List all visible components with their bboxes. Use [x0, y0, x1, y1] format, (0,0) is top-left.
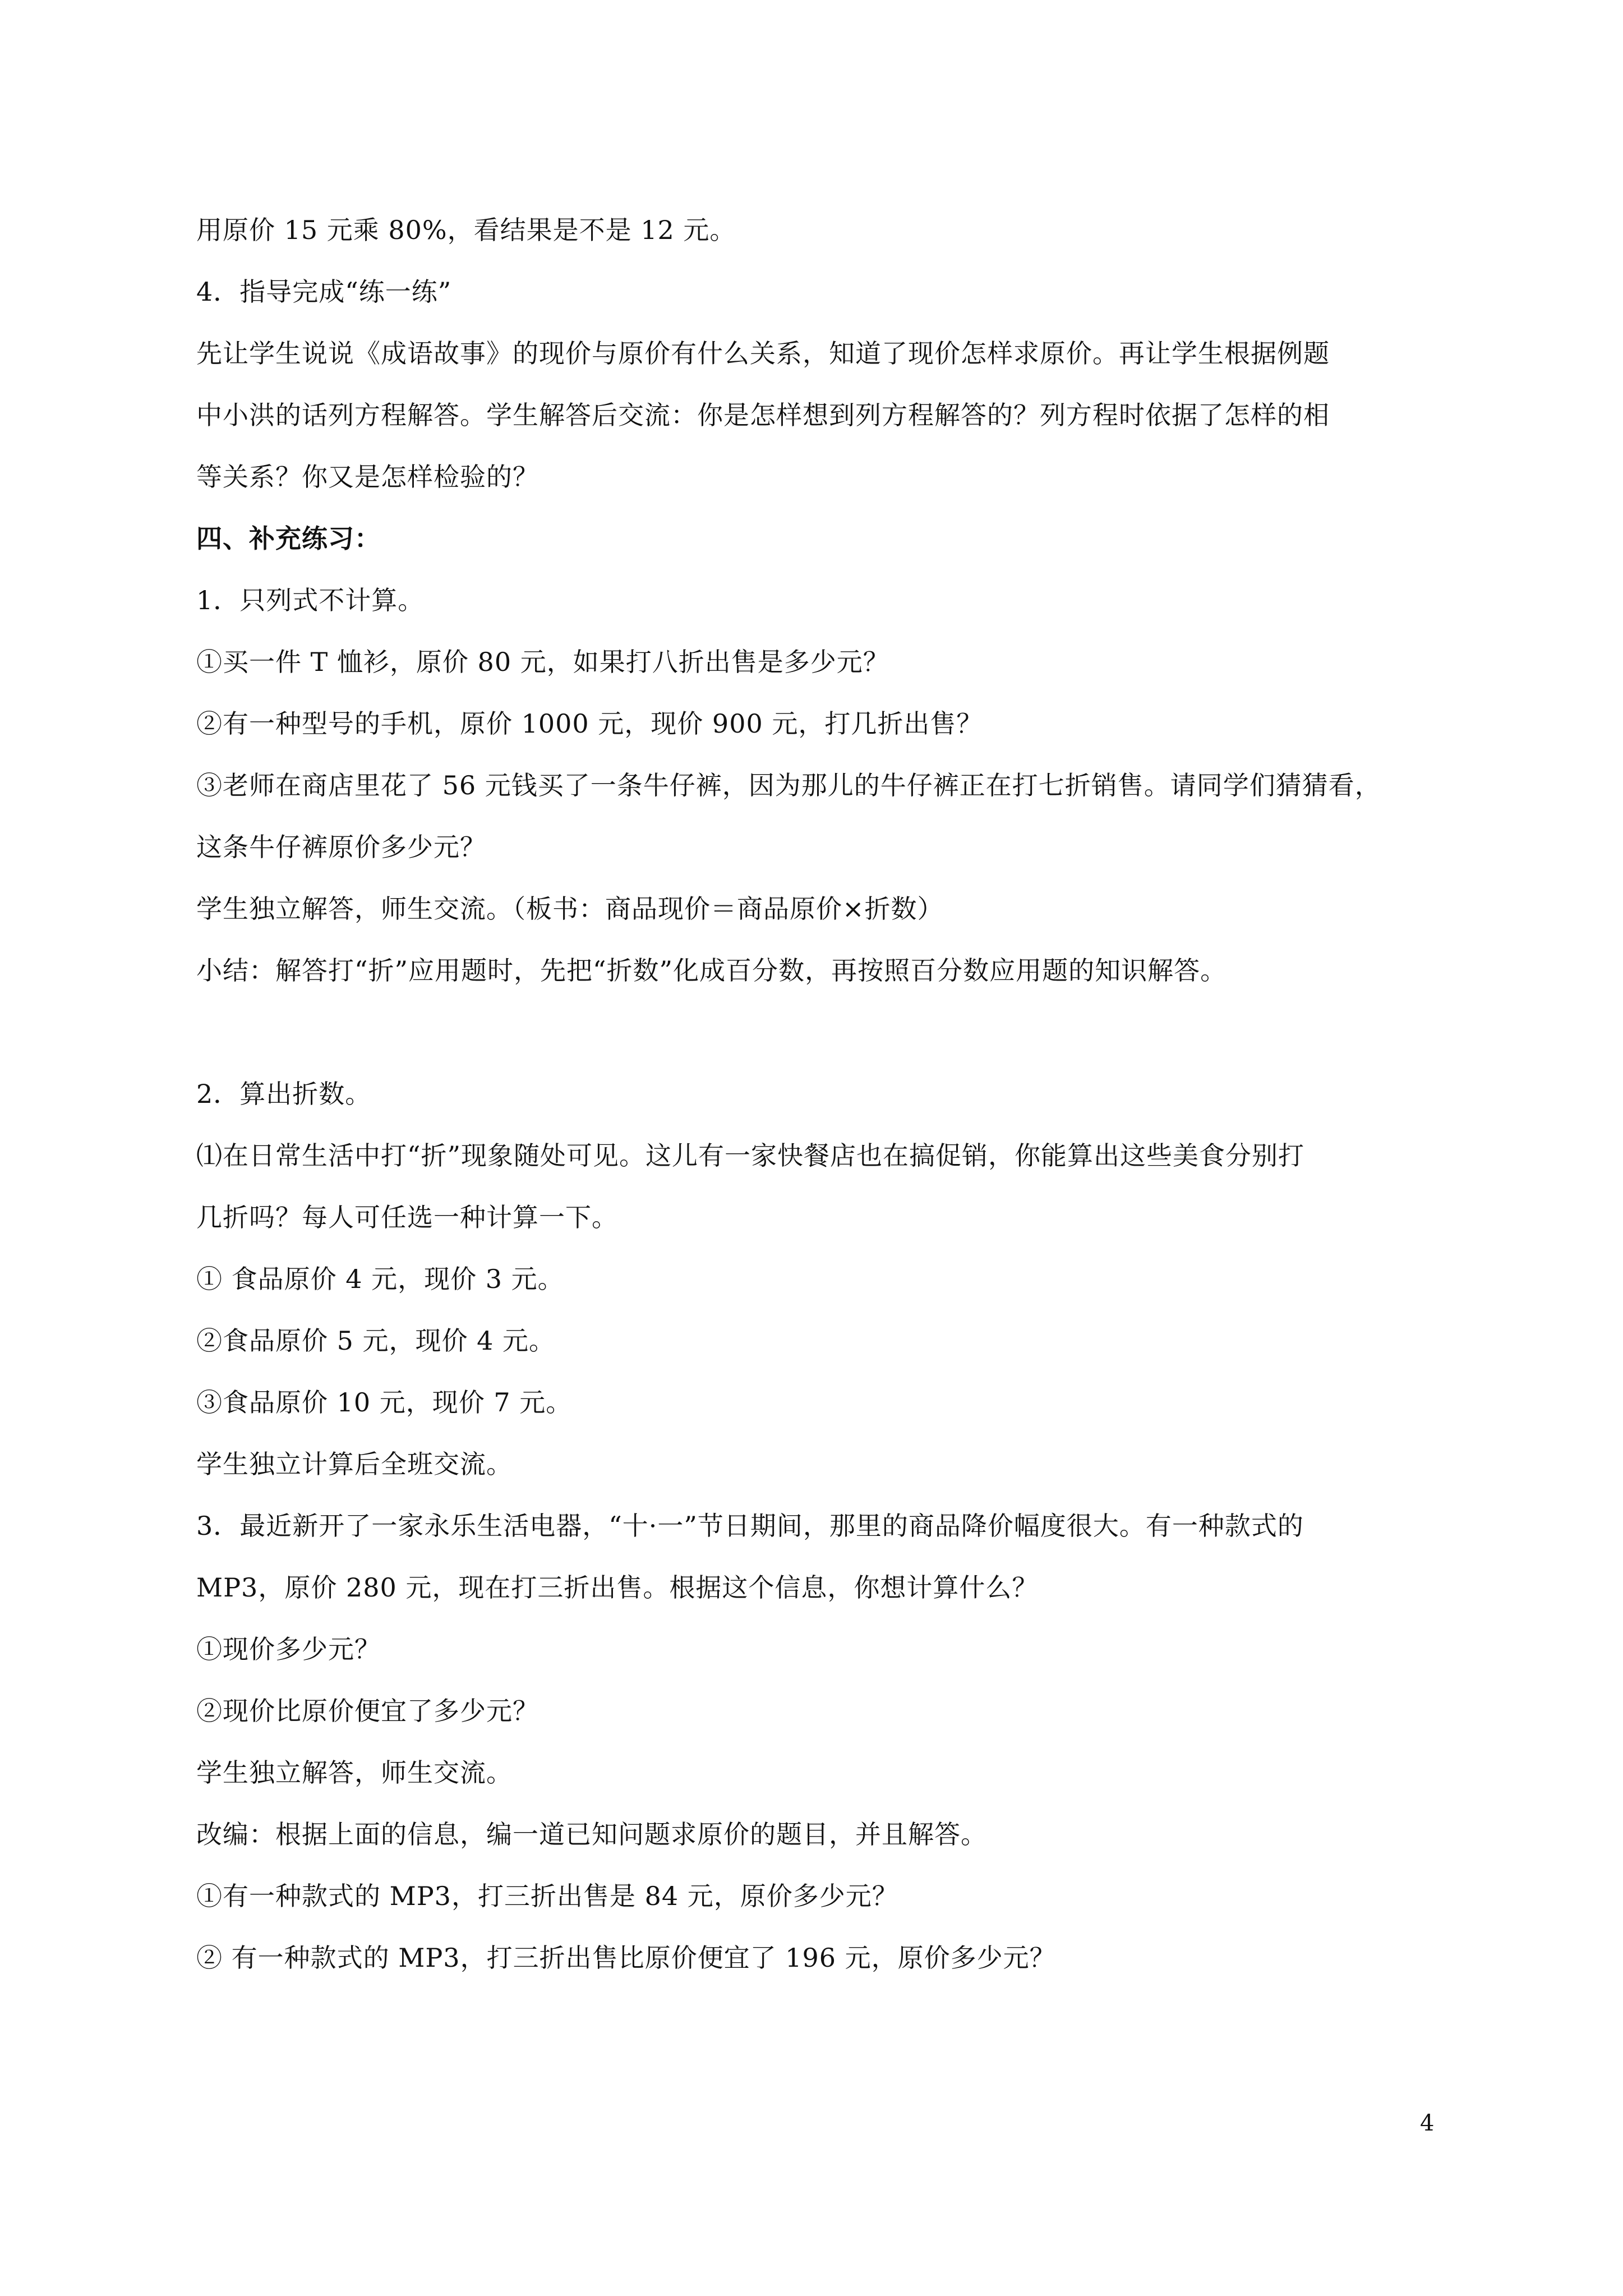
text-line: 几折吗？每人可任选一种计算一下。	[196, 1202, 618, 1232]
text-line: 用原价 15 元乘 80%，看结果是不是 12 元。	[196, 215, 736, 245]
text-line: 改编：根据上面的信息，编一道已知问题求原价的题目，并且解答。	[196, 1819, 987, 1849]
exercise-item: ③食品原价 10 元，现价 7 元。	[196, 1387, 573, 1418]
exercise-item: ① 食品原价 4 元，现价 3 元。	[196, 1264, 564, 1294]
text-line: 等关系？你又是怎样检验的？	[196, 462, 539, 492]
text-line: MP3，原价 280 元，现在打三折出售。根据这个信息，你想计算什么？	[196, 1572, 1039, 1603]
text-line: 学生独立计算后全班交流。	[196, 1449, 513, 1479]
exercise-heading-2: 2．算出折数。	[196, 1079, 372, 1109]
text-line: 这条牛仔裤原价多少元？	[196, 832, 486, 862]
section-heading: 四、补充练习：	[196, 523, 381, 554]
exercise-heading-3: 3．最近新开了一家永乐生活电器，“十·一”节日期间，那里的商品降价幅度很大。有一种款式的	[196, 1511, 1304, 1541]
exercise-item: ②有一种型号的手机，原价 1000 元，现价 900 元，打几折出售？	[196, 708, 983, 739]
exercise-item: ② 有一种款式的 MP3，打三折出售比原价便宜了 196 元，原价多少元？	[196, 1943, 1056, 1973]
section-step-4: 4．指导完成“练一练”	[196, 277, 452, 307]
text-line: 学生独立解答，师生交流。	[196, 1757, 513, 1788]
exercise-heading-1: 1．只列式不计算。	[196, 585, 425, 615]
document-body	[196, 199, 1430, 1989]
text-line: 中小洪的话列方程解答。学生解答后交流：你是怎样想到列方程解答的？列方程时依据了怎样的相	[196, 400, 1330, 430]
exercise-item: ③老师在商店里花了 56 元钱买了一条牛仔裤，因为那儿的牛仔裤正在打七折销售。请同学们猜猜看，	[196, 770, 1381, 800]
exercise-item: ①买一件 T 恤衫，原价 80 元，如果打八折出售是多少元？	[196, 647, 889, 677]
text-line: 先让学生说说《成语故事》的现价与原价有什么关系，知道了现价怎样求原价。再让学生根据例题	[196, 338, 1330, 369]
exercise-item: ①现价多少元？	[196, 1634, 381, 1664]
text-line: ⑴在日常生活中打“折”现象随处可见。这儿有一家快餐店也在搞促销，你能算出这些美食分别打	[196, 1140, 1305, 1171]
blank-line	[196, 1001, 1430, 1063]
exercise-item: ①有一种款式的 MP3，打三折出售是 84 元，原价多少元？	[196, 1881, 898, 1911]
exercise-item: ②食品原价 5 元，现价 4 元。	[196, 1326, 556, 1356]
exercise-item: ②现价比原价便宜了多少元？	[196, 1696, 539, 1726]
text-line: 学生独立解答，师生交流。（板书：商品现价＝商品原价×折数）	[196, 894, 944, 924]
page-number: 4	[1420, 2110, 1435, 2136]
summary-line: 小结：解答打“折”应用题时，先把“折数”化成百分数，再按照百分数应用题的知识解答。	[196, 955, 1227, 986]
